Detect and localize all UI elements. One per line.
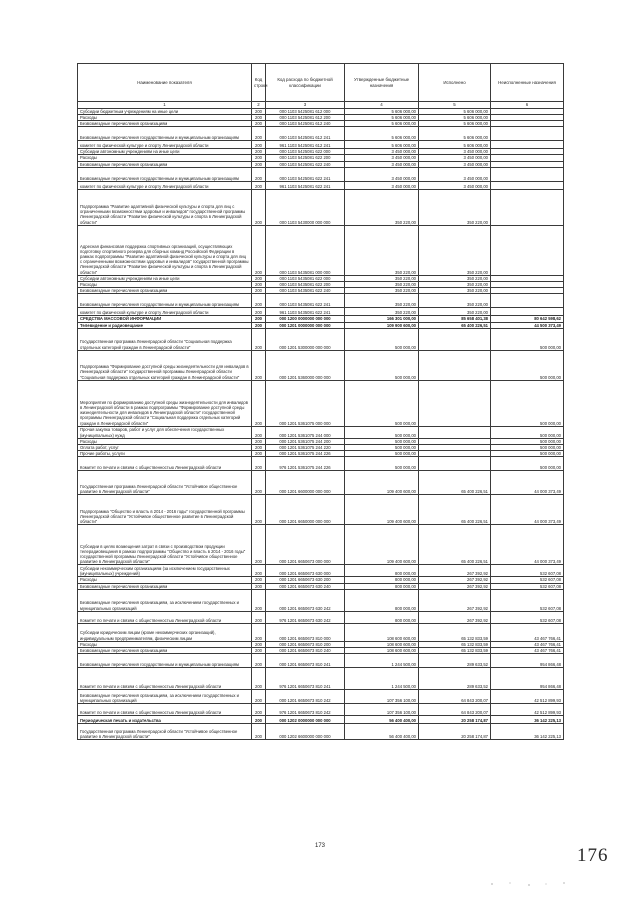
cell-unexecuted: 44 000 373,49	[491, 471, 564, 495]
cell-unexecuted: 500 000,00	[491, 328, 564, 350]
cell-approved: 5 606 000,00	[345, 121, 419, 127]
cell-budget-code: 000 1201 6650673 000 000	[266, 525, 345, 565]
budget-execution-table	[77, 63, 564, 740]
cell-executed: 65 132 833,59	[419, 623, 491, 641]
cell-indicator-name: Подпрограмма "Формирование доступной среды жизнедеятельности для инвалидов в Ленинградской области" государственной программы Ленинградской области "Социальная поддержка отдельных категорий граждан в Ленинградской области"	[78, 350, 252, 380]
cell-approved: 350 220,00	[345, 189, 419, 225]
table-row	[78, 495, 564, 525]
cell-indicator-name: Комитет по печати и связям с общественностью Ленинградской области	[78, 704, 252, 716]
cell-executed: 85 658 401,38	[419, 316, 491, 322]
cell-indicator-name: Безвозмездные перечисления организациям, за исключением государственных и муниципальных организаций	[78, 690, 252, 704]
cell-executed: 64 843 200,07	[419, 690, 491, 704]
table-row	[78, 225, 564, 275]
cell-budget-code: 000 1103 5435081 622 200	[266, 282, 345, 288]
cell-executed: 350 220,00	[419, 288, 491, 294]
cell-indicator-name: Периодическая печать и издательства	[78, 716, 252, 724]
cell-indicator-name: Подпрограмма "Развитие адаптивной физической культуры и спорта для лиц с ограниченными возможностями здоровья и инвалидов" государственной программы Ленинградской области "Развитие физической культуры и спорта в Ленинградской области"	[78, 189, 252, 225]
cell-line-code: 200	[252, 114, 266, 120]
cell-indicator-name: Расходы	[78, 114, 252, 120]
table-row	[78, 308, 564, 316]
cell-executed: 5 606 000,00	[419, 141, 491, 149]
cell-indicator-name: Расходы	[78, 577, 252, 583]
cell-budget-code: 000 1201 5361075 244 200	[266, 438, 345, 444]
cell-executed: 3 450 000,00	[419, 181, 491, 189]
cell-approved: 109 400 600,00	[345, 525, 419, 565]
cell-executed: 350 220,00	[419, 225, 491, 275]
cell-budget-code: 000 1103 5435081 622 241	[266, 294, 345, 308]
cell-approved: 166 301 000,00	[345, 316, 419, 322]
cell-approved: 500 000,00	[345, 350, 419, 380]
cell-unexecuted: 44 500 373,49	[491, 322, 564, 328]
cell-budget-code: 000 1103 5425081 622 200	[266, 155, 345, 161]
cell-approved: 350 220,00	[345, 275, 419, 281]
table-row	[78, 623, 564, 641]
table-row	[78, 654, 564, 668]
cell-line-code: 200	[252, 495, 266, 525]
cell-executed: 350 220,00	[419, 282, 491, 288]
table-row	[78, 181, 564, 189]
cell-line-code: 200	[252, 445, 266, 451]
page-number: 173	[315, 843, 326, 849]
cell-line-code: 200	[252, 525, 266, 565]
cell-line-code: 200	[252, 322, 266, 328]
cell-executed	[419, 380, 491, 426]
cell-budget-code: 000 1201 6650673 630 200	[266, 577, 345, 583]
cell-line-code: 200	[252, 275, 266, 281]
table-row	[78, 127, 564, 141]
table-body	[78, 108, 564, 740]
cell-indicator-name: комитет по физической культуре и спорту Ленинградской области	[78, 141, 252, 149]
cell-indicator-name: Мероприятия по формированию доступной среды жизнедеятельности для инвалидов в Ленинградской области в рамках подпрограммы "Формирование доступной среды жизнедеятельности для инвалидов в Ленинградской области" государственной программы Ленинградской области "Социальная поддержка отдельных категорий граждан в Ленинградской области"	[78, 380, 252, 426]
cell-budget-code: 000 1201 5300000 000 000	[266, 328, 345, 350]
cell-indicator-name: Подпрограмма "Общество и власть в 2014 - 2016 годы" государственной программы Ленинградской области "Устойчивое общественное развитие в Ленинградской области"	[78, 495, 252, 525]
cell-executed: 267 392,92	[419, 589, 491, 611]
cell-budget-code: 000 1103 5435081 622 240	[266, 288, 345, 294]
cell-unexecuted: 36 142 225,13	[491, 724, 564, 740]
cell-budget-code: 976 1201 6650673 810 242	[266, 704, 345, 716]
cell-line-code: 200	[252, 161, 266, 167]
cell-unexecuted	[491, 141, 564, 149]
table-row	[78, 189, 564, 225]
cell-indicator-name: Субсидии в целях возмещения затрат в связи с производством продукции телерадиовещания в рамках подпрограммы "Общество и власть в 2014 - 2016 годы" государственной программы Ленинградской области "Устойчивое общественное развитие в Ленинградской области"	[78, 525, 252, 565]
cell-budget-code: 000 1201 6650673 630 242	[266, 589, 345, 611]
cell-executed: 350 220,00	[419, 275, 491, 281]
cell-approved: 800 000,00	[345, 583, 419, 589]
cell-unexecuted: 532 607,08	[491, 565, 564, 577]
cell-line-code: 200	[252, 167, 266, 181]
cell-indicator-name: Расходы	[78, 282, 252, 288]
cell-indicator-name: Прочие работы, услуги	[78, 451, 252, 457]
cell-budget-code: 000 1201 0000000 000 000	[266, 322, 345, 328]
cell-line-code: 200	[252, 589, 266, 611]
cell-budget-code: 000 1202 0000000 000 000	[266, 716, 345, 724]
cell-line-code: 200	[252, 308, 266, 316]
table-row	[78, 380, 564, 426]
cell-indicator-name: Безвозмездные перечисления государственным и муниципальным организациям	[78, 294, 252, 308]
cell-approved: 800 000,00	[345, 577, 419, 583]
cell-approved: 500 000,00	[345, 426, 419, 438]
cell-approved: 108 600 600,00	[345, 648, 419, 654]
cell-line-code: 200	[252, 328, 266, 350]
cell-line-code: 200	[252, 294, 266, 308]
cell-indicator-name: Государственная программа Ленинградской области "Устойчивое общественное развитие в Ленинградской области"	[78, 471, 252, 495]
cell-line-code: 200	[252, 155, 266, 161]
cell-unexecuted: 43 467 766,41	[491, 648, 564, 654]
cell-line-code: 200	[252, 141, 266, 149]
cell-indicator-name: Телевидение и радиовещание	[78, 322, 252, 328]
cell-approved: 108 600 600,00	[345, 623, 419, 641]
cell-budget-code: 000 1201 6650673 810 242	[266, 690, 345, 704]
cell-indicator-name: Безвозмездные перечисления организациям	[78, 288, 252, 294]
table-row	[78, 350, 564, 380]
cell-executed	[419, 328, 491, 350]
cell-indicator-name: Субсидии некоммерческим организациям (за исключением государственных (муниципальных) учреждений)	[78, 565, 252, 577]
cell-indicator-name: Государственная программа Ленинградской области "Социальная поддержка отдельных категорий граждан в Ленинградской области"	[78, 328, 252, 350]
cell-executed: 20 258 174,87	[419, 724, 491, 740]
cell-budget-code: 000 1201 5361075 244 226	[266, 451, 345, 457]
cell-unexecuted: 500 000,00	[491, 451, 564, 457]
cell-indicator-name: Субсидии автономным учреждениям на иные цели	[78, 149, 252, 155]
cell-approved: 350 220,00	[345, 308, 419, 316]
cell-approved: 500 000,00	[345, 438, 419, 444]
table-row	[78, 426, 564, 438]
column-number: 5	[419, 102, 491, 109]
table-row	[78, 611, 564, 623]
cell-budget-code: 976 1201 5361075 244 226	[266, 457, 345, 471]
table-row	[78, 525, 564, 565]
cell-unexecuted: 44 000 373,49	[491, 525, 564, 565]
cell-line-code: 200	[252, 451, 266, 457]
table-row	[78, 141, 564, 149]
cell-unexecuted	[491, 308, 564, 316]
cell-line-code: 200	[252, 380, 266, 426]
cell-budget-code: 000 1103 5425081 622 241	[266, 167, 345, 181]
cell-budget-code: 000 1103 5435081 622 000	[266, 275, 345, 281]
table-row	[78, 565, 564, 577]
cell-budget-code: 000 1201 6650673 810 241	[266, 654, 345, 668]
cell-indicator-name: Субсидии бюджетным учреждениям на иные цели	[78, 108, 252, 114]
cell-budget-code: 976 1201 6650673 630 242	[266, 611, 345, 623]
cell-executed: 3 450 000,00	[419, 149, 491, 155]
cell-approved: 3 450 000,00	[345, 181, 419, 189]
cell-indicator-name: Безвозмездные перечисления организациям	[78, 583, 252, 589]
cell-executed	[419, 457, 491, 471]
cell-budget-code: 000 1103 5430000 000 000	[266, 189, 345, 225]
cell-line-code: 200	[252, 654, 266, 668]
cell-line-code: 200	[252, 316, 266, 322]
cell-unexecuted: 954 866,48	[491, 654, 564, 668]
cell-line-code: 200	[252, 189, 266, 225]
cell-budget-code: 961 1103 5425081 622 241	[266, 181, 345, 189]
cell-budget-code: 976 1201 6650673 810 241	[266, 668, 345, 690]
cell-unexecuted: 43 467 766,41	[491, 623, 564, 641]
cell-approved: 800 000,00	[345, 565, 419, 577]
cell-unexecuted: 500 000,00	[491, 350, 564, 380]
cell-executed	[419, 426, 491, 438]
cell-executed: 65 400 226,51	[419, 495, 491, 525]
cell-unexecuted: 80 642 598,62	[491, 316, 564, 322]
table-row	[78, 471, 564, 495]
table-header-row	[78, 64, 564, 102]
cell-approved: 500 000,00	[345, 328, 419, 350]
cell-approved: 5 606 000,00	[345, 114, 419, 120]
cell-approved: 109 400 600,00	[345, 495, 419, 525]
cell-indicator-name: Субсидии автономным учреждениям на иные цели	[78, 275, 252, 281]
cell-approved: 107 356 100,00	[345, 690, 419, 704]
header-budget-code: Код расхода по бюджетной классификации	[266, 64, 345, 102]
cell-budget-code: 000 1201 5361075 000 000	[266, 380, 345, 426]
cell-approved: 3 450 000,00	[345, 167, 419, 181]
table-row	[78, 724, 564, 740]
cell-unexecuted: 500 000,00	[491, 426, 564, 438]
cell-executed: 65 400 226,51	[419, 322, 491, 328]
cell-unexecuted: 42 512 899,93	[491, 704, 564, 716]
cell-unexecuted	[491, 189, 564, 225]
cell-unexecuted: 532 607,08	[491, 577, 564, 583]
cell-budget-code: 000 1103 5435081 000 000	[266, 225, 345, 275]
cell-line-code: 200	[252, 438, 266, 444]
cell-approved: 500 000,00	[345, 451, 419, 457]
table-row	[78, 328, 564, 350]
cell-unexecuted	[491, 225, 564, 275]
cell-line-code: 200	[252, 426, 266, 438]
cell-indicator-name: Безвозмездные перечисления организациям	[78, 648, 252, 654]
cell-budget-code: 000 1103 5425081 622 000	[266, 149, 345, 155]
cell-budget-code: 000 1200 0000000 000 000	[266, 316, 345, 322]
cell-indicator-name: Безвозмездные перечисления организациям	[78, 121, 252, 127]
cell-unexecuted: 954 866,48	[491, 668, 564, 690]
header-indicator-name: Наименование показателя	[78, 64, 252, 102]
table-row	[78, 690, 564, 704]
cell-indicator-name: Безвозмездные перечисления организациям, за исключением государственных и муниципальных организаций	[78, 589, 252, 611]
cell-budget-code: 961 1103 5425081 612 241	[266, 141, 345, 149]
cell-budget-code: 000 1201 6650673 810 000	[266, 623, 345, 641]
cell-indicator-name: Расходы	[78, 155, 252, 161]
cell-line-code: 200	[252, 288, 266, 294]
cell-approved: 5 606 000,00	[345, 127, 419, 141]
cell-line-code: 200	[252, 471, 266, 495]
table-row	[78, 167, 564, 181]
cell-executed: 267 392,92	[419, 577, 491, 583]
cell-indicator-name: Прочая закупка товаров, работ и услуг для обеспечения государственных (муниципальных) нужд	[78, 426, 252, 438]
cell-line-code: 200	[252, 611, 266, 623]
cell-budget-code: 000 1103 5425081 612 240	[266, 121, 345, 127]
cell-unexecuted: 500 000,00	[491, 445, 564, 451]
cell-indicator-name: Государственная программа Ленинградской области "Устойчивое общественное развитие в Ленинградской области"	[78, 724, 252, 740]
cell-budget-code: 000 1201 6650000 000 000	[266, 495, 345, 525]
table-row	[78, 589, 564, 611]
cell-indicator-name: СРЕДСТВА МАССОВОЙ ИНФОРМАЦИИ	[78, 316, 252, 322]
cell-line-code: 200	[252, 668, 266, 690]
cell-approved: 800 000,00	[345, 589, 419, 611]
cell-approved: 350 220,00	[345, 225, 419, 275]
cell-unexecuted: 532 607,08	[491, 589, 564, 611]
cell-line-code: 200	[252, 457, 266, 471]
cell-line-code: 200	[252, 583, 266, 589]
cell-line-code: 200	[252, 121, 266, 127]
column-number: 4	[345, 102, 419, 109]
header-executed: Исполнено	[419, 64, 491, 102]
cell-line-code: 200	[252, 127, 266, 141]
cell-executed: 3 450 000,00	[419, 167, 491, 181]
cell-unexecuted: 532 607,08	[491, 611, 564, 623]
cell-indicator-name: комитет по физической культуре и спорту Ленинградской области	[78, 181, 252, 189]
cell-indicator-name: Безвозмездные перечисления организациям	[78, 161, 252, 167]
cell-budget-code: 000 1103 5425081 612 241	[266, 127, 345, 141]
cell-approved: 3 450 000,00	[345, 161, 419, 167]
cell-approved: 1 244 500,00	[345, 654, 419, 668]
cell-approved: 56 400 400,00	[345, 724, 419, 740]
handwritten-page-stamp: 176	[577, 845, 609, 866]
cell-approved: 5 606 000,00	[345, 141, 419, 149]
cell-approved: 350 220,00	[345, 282, 419, 288]
cell-executed: 350 220,00	[419, 294, 491, 308]
cell-approved: 108 600 600,00	[345, 641, 419, 647]
cell-unexecuted: 500 000,00	[491, 438, 564, 444]
cell-budget-code: 000 1201 6650673 630 000	[266, 565, 345, 577]
cell-budget-code: 000 1201 6650673 810 200	[266, 641, 345, 647]
cell-approved: 3 450 000,00	[345, 149, 419, 155]
cell-line-code: 200	[252, 641, 266, 647]
cell-indicator-name: Комитет по печати и связям с общественностью Ленинградской области	[78, 668, 252, 690]
cell-line-code: 200	[252, 149, 266, 155]
cell-executed: 5 606 000,00	[419, 127, 491, 141]
cell-approved: 500 000,00	[345, 457, 419, 471]
cell-line-code: 200	[252, 724, 266, 740]
header-line-code: Код строки	[252, 64, 266, 102]
cell-approved: 107 356 100,00	[345, 704, 419, 716]
cell-unexecuted: 532 607,08	[491, 583, 564, 589]
column-number: 6	[491, 102, 564, 109]
cell-executed: 350 220,00	[419, 189, 491, 225]
cell-approved: 3 450 000,00	[345, 155, 419, 161]
cell-executed: 3 450 000,00	[419, 155, 491, 161]
table-row	[78, 294, 564, 308]
cell-indicator-name: Безвозмездные перечисления государственным и муниципальным организациям	[78, 127, 252, 141]
cell-indicator-name: Оплата работ, услуг	[78, 445, 252, 451]
column-number: 2	[252, 102, 266, 109]
cell-executed: 350 220,00	[419, 308, 491, 316]
cell-unexecuted: 36 142 225,13	[491, 716, 564, 724]
cell-executed: 65 132 833,59	[419, 641, 491, 647]
cell-approved: 109 900 600,00	[345, 322, 419, 328]
cell-approved: 800 000,00	[345, 611, 419, 623]
cell-executed: 20 258 174,87	[419, 716, 491, 724]
cell-budget-code: 000 1201 5360000 000 000	[266, 350, 345, 380]
cell-executed: 5 606 000,00	[419, 121, 491, 127]
cell-executed: 267 392,92	[419, 583, 491, 589]
cell-unexecuted: 42 512 899,93	[491, 690, 564, 704]
cell-executed: 267 392,92	[419, 565, 491, 577]
cell-indicator-name: Адресная финансовая поддержка спортивных организаций, осуществляющих подготовку спортивного резерва для сборных команд Российской Федерации в рамках подпрограммы "Развитие адаптивной физической культуры и спорта для лиц с ограниченными возможностями здоровья и инвалидов" государственной программы Ленинградской области "Развитие физической культуры и спорта в Ленинградской области"	[78, 225, 252, 275]
cell-unexecuted	[491, 127, 564, 141]
cell-budget-code: 000 1202 6600000 000 000	[266, 724, 345, 740]
cell-executed: 3 450 000,00	[419, 161, 491, 167]
table-row	[78, 716, 564, 724]
cell-indicator-name: Безвозмездные перечисления государственным и муниципальным организациям	[78, 167, 252, 181]
column-number: 3	[266, 102, 345, 109]
cell-indicator-name: Комитет по печати и связям с общественностью Ленинградской области	[78, 611, 252, 623]
cell-line-code: 200	[252, 690, 266, 704]
cell-line-code: 200	[252, 648, 266, 654]
cell-executed	[419, 350, 491, 380]
cell-approved: 350 220,00	[345, 288, 419, 294]
cell-line-code: 200	[252, 577, 266, 583]
cell-line-code: 200	[252, 623, 266, 641]
cell-indicator-name: Расходы	[78, 641, 252, 647]
cell-unexecuted: 500 000,00	[491, 457, 564, 471]
cell-indicator-name: комитет по физической культуре и спорту Ленинградской области	[78, 308, 252, 316]
cell-unexecuted	[491, 294, 564, 308]
cell-budget-code: 000 1201 5361075 244 000	[266, 426, 345, 438]
cell-budget-code: 961 1103 5435081 622 241	[266, 308, 345, 316]
cell-executed: 5 606 000,00	[419, 114, 491, 120]
cell-approved: 5 606 000,00	[345, 108, 419, 114]
cell-budget-code: 000 1103 5425081 612 000	[266, 108, 345, 114]
cell-line-code: 200	[252, 565, 266, 577]
cell-line-code: 200	[252, 108, 266, 114]
cell-approved: 56 400 400,00	[345, 716, 419, 724]
cell-budget-code: 000 1201 6650673 810 240	[266, 648, 345, 654]
table-row	[78, 668, 564, 690]
cell-indicator-name: Комитет по печати и связям с общественностью Ленинградской области	[78, 457, 252, 471]
cell-line-code: 200	[252, 282, 266, 288]
cell-approved: 500 000,00	[345, 445, 419, 451]
cell-executed: 65 132 833,59	[419, 648, 491, 654]
cell-line-code: 200	[252, 716, 266, 724]
cell-line-code: 200	[252, 704, 266, 716]
column-number-row	[78, 102, 564, 109]
header-unexecuted: Неисполненные назначения	[491, 64, 564, 102]
cell-indicator-name: Расходы	[78, 438, 252, 444]
cell-unexecuted: 43 467 766,41	[491, 641, 564, 647]
cell-indicator-name: Субсидии юридическим лицам (кроме некоммерческих организаций), индивидуальным предпринимателям, физическим лицам	[78, 623, 252, 641]
cell-budget-code: 000 1201 6600000 000 000	[266, 471, 345, 495]
cell-indicator-name: Безвозмездные перечисления государственным и муниципальным организациям	[78, 654, 252, 668]
cell-unexecuted: 44 000 373,49	[491, 495, 564, 525]
cell-approved: 350 220,00	[345, 294, 419, 308]
cell-unexecuted: 500 000,00	[491, 380, 564, 426]
cell-line-code: 200	[252, 350, 266, 380]
scan-noise-marks	[488, 880, 578, 888]
cell-approved: 1 244 500,00	[345, 668, 419, 690]
cell-executed: 267 392,92	[419, 611, 491, 623]
table-row	[78, 704, 564, 716]
cell-budget-code: 000 1201 6650673 630 240	[266, 583, 345, 589]
cell-budget-code: 000 1201 5361075 244 220	[266, 445, 345, 451]
cell-executed: 64 843 200,07	[419, 704, 491, 716]
cell-executed: 65 400 226,51	[419, 525, 491, 565]
cell-approved: 109 400 600,00	[345, 471, 419, 495]
header-approved: Утвержденные бюджетные назначения	[345, 64, 419, 102]
cell-budget-code: 000 1103 5425081 612 200	[266, 114, 345, 120]
column-number: 1	[78, 102, 252, 109]
cell-unexecuted	[491, 167, 564, 181]
cell-approved: 500 000,00	[345, 380, 419, 426]
table-row	[78, 457, 564, 471]
cell-executed: 65 400 226,51	[419, 471, 491, 495]
cell-unexecuted	[491, 181, 564, 189]
cell-budget-code: 000 1103 5425081 622 240	[266, 161, 345, 167]
cell-executed: 5 606 000,00	[419, 108, 491, 114]
cell-executed: 289 633,52	[419, 668, 491, 690]
cell-line-code: 200	[252, 181, 266, 189]
cell-executed: 289 633,52	[419, 654, 491, 668]
cell-line-code: 200	[252, 225, 266, 275]
